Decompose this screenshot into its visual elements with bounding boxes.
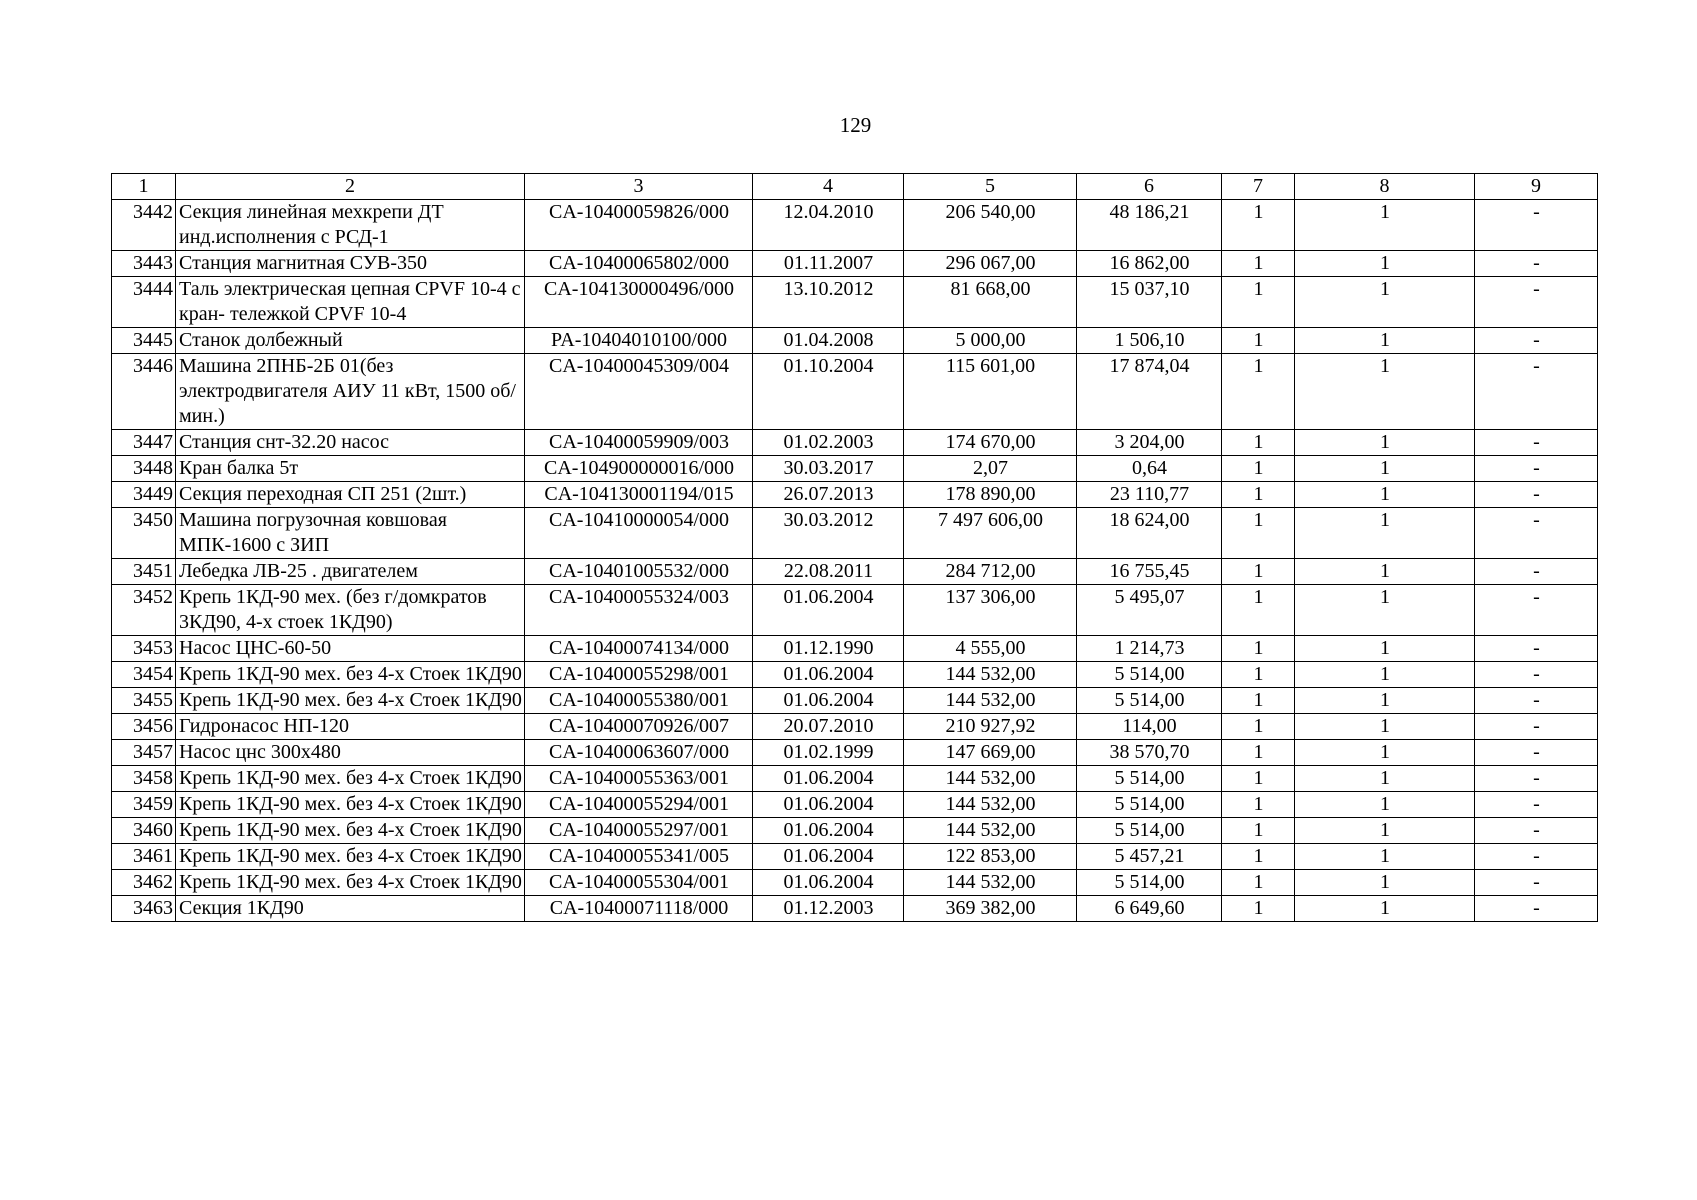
residual-cost-cell: 1 214,73: [1077, 636, 1222, 662]
quantity-cell: 1: [1222, 714, 1295, 740]
initial-cost-cell: 296 067,00: [904, 251, 1077, 277]
quantity-cell: 1: [1222, 277, 1295, 328]
residual-cost-cell: 16 755,45: [1077, 559, 1222, 585]
residual-cost-cell: 23 110,77: [1077, 482, 1222, 508]
count-cell: 1: [1295, 585, 1475, 636]
header-row: [112, 174, 1598, 200]
table-row: [112, 559, 1598, 585]
inventory-code-cell: CA-10400071118/000: [525, 896, 753, 922]
residual-cost-cell: 5 495,07: [1077, 585, 1222, 636]
count-cell: 1: [1295, 508, 1475, 559]
count-cell: 1: [1295, 559, 1475, 585]
inventory-code-cell: CA-10400055304/001: [525, 870, 753, 896]
count-cell: 1: [1295, 844, 1475, 870]
count-cell: 1: [1295, 354, 1475, 430]
quantity-cell: 1: [1222, 585, 1295, 636]
quantity-cell: 1: [1222, 818, 1295, 844]
quantity-cell: 1: [1222, 766, 1295, 792]
count-cell: 1: [1295, 328, 1475, 354]
initial-cost-cell: 178 890,00: [904, 482, 1077, 508]
date-cell: 22.08.2011: [753, 559, 904, 585]
item-name-cell: Крепь 1КД-90 мех. без 4-х Стоек 1КД90: [176, 688, 525, 714]
note-cell: -: [1475, 870, 1598, 896]
quantity-cell: 1: [1222, 482, 1295, 508]
note-cell: -: [1475, 251, 1598, 277]
inventory-code-cell: CA-10400045309/004: [525, 354, 753, 430]
note-cell: -: [1475, 688, 1598, 714]
residual-cost-cell: 1 506,10: [1077, 328, 1222, 354]
quantity-cell: 1: [1222, 792, 1295, 818]
item-name-cell: Крепь 1КД-90 мех. без 4-х Стоек 1КД90: [176, 766, 525, 792]
table-row: [112, 636, 1598, 662]
note-cell: -: [1475, 430, 1598, 456]
initial-cost-cell: 2,07: [904, 456, 1077, 482]
item-name-cell: Крепь 1КД-90 мех. без 4-х Стоек 1КД90: [176, 662, 525, 688]
row-number-cell: 3451: [112, 559, 176, 585]
row-number-cell: 3456: [112, 714, 176, 740]
table-row: [112, 508, 1598, 559]
inventory-code-cell: CA-10400059826/000: [525, 200, 753, 251]
count-cell: 1: [1295, 870, 1475, 896]
residual-cost-cell: 5 514,00: [1077, 818, 1222, 844]
date-cell: 01.04.2008: [753, 328, 904, 354]
initial-cost-cell: 147 669,00: [904, 740, 1077, 766]
table-row: [112, 896, 1598, 922]
date-cell: 01.06.2004: [753, 585, 904, 636]
row-number-cell: 3460: [112, 818, 176, 844]
count-cell: 1: [1295, 766, 1475, 792]
table-row: [112, 251, 1598, 277]
item-name-cell: Крепь 1КД-90 мех. без 4-х Стоек 1КД90: [176, 870, 525, 896]
date-cell: 01.06.2004: [753, 766, 904, 792]
quantity-cell: 1: [1222, 688, 1295, 714]
column-header: 8: [1295, 174, 1475, 200]
row-number-cell: 3452: [112, 585, 176, 636]
inventory-code-cell: CA-10400063607/000: [525, 740, 753, 766]
note-cell: -: [1475, 482, 1598, 508]
table-row: [112, 714, 1598, 740]
initial-cost-cell: 284 712,00: [904, 559, 1077, 585]
count-cell: 1: [1295, 277, 1475, 328]
row-number-cell: 3449: [112, 482, 176, 508]
residual-cost-cell: 114,00: [1077, 714, 1222, 740]
row-number-cell: 3457: [112, 740, 176, 766]
inventory-code-cell: CA-10401005532/000: [525, 559, 753, 585]
note-cell: -: [1475, 636, 1598, 662]
quantity-cell: 1: [1222, 456, 1295, 482]
row-number-cell: 3446: [112, 354, 176, 430]
initial-cost-cell: 144 532,00: [904, 818, 1077, 844]
residual-cost-cell: 3 204,00: [1077, 430, 1222, 456]
column-header: 1: [112, 174, 176, 200]
item-name-cell: Секция линейная мехкрепи ДТ инд.исполнения с РСД-1: [176, 200, 525, 251]
item-name-cell: Насос ЦНС-60-50: [176, 636, 525, 662]
table-row: [112, 740, 1598, 766]
quantity-cell: 1: [1222, 328, 1295, 354]
initial-cost-cell: 144 532,00: [904, 766, 1077, 792]
note-cell: -: [1475, 714, 1598, 740]
table-row: [112, 818, 1598, 844]
date-cell: 01.06.2004: [753, 688, 904, 714]
inventory-code-cell: CA-10400055324/003: [525, 585, 753, 636]
inventory-code-cell: CA-10400055294/001: [525, 792, 753, 818]
row-number-cell: 3463: [112, 896, 176, 922]
count-cell: 1: [1295, 456, 1475, 482]
table-row: [112, 662, 1598, 688]
row-number-cell: 3462: [112, 870, 176, 896]
inventory-code-cell: CA-104900000016/000: [525, 456, 753, 482]
item-name-cell: Секция переходная СП 251 (2шт.): [176, 482, 525, 508]
table-row: [112, 277, 1598, 328]
initial-cost-cell: 369 382,00: [904, 896, 1077, 922]
table-body: [112, 200, 1598, 922]
note-cell: -: [1475, 792, 1598, 818]
date-cell: 01.06.2004: [753, 662, 904, 688]
item-name-cell: Крепь 1КД-90 мех. без 4-х Стоек 1КД90: [176, 818, 525, 844]
residual-cost-cell: 17 874,04: [1077, 354, 1222, 430]
date-cell: 01.06.2004: [753, 870, 904, 896]
note-cell: -: [1475, 508, 1598, 559]
date-cell: 30.03.2017: [753, 456, 904, 482]
quantity-cell: 1: [1222, 662, 1295, 688]
inventory-code-cell: CA-10400055363/001: [525, 766, 753, 792]
date-cell: 13.10.2012: [753, 277, 904, 328]
item-name-cell: Таль электрическая цепная CPVF 10-4 с кран- тележкой CPVF 10-4: [176, 277, 525, 328]
residual-cost-cell: 5 514,00: [1077, 766, 1222, 792]
column-header: 2: [176, 174, 525, 200]
inventory-code-cell: CA-10400070926/007: [525, 714, 753, 740]
item-name-cell: Крепь 1КД-90 мех. (без г/домкратов 3КД90, 4-х стоек 1КД90): [176, 585, 525, 636]
note-cell: -: [1475, 844, 1598, 870]
column-header: 7: [1222, 174, 1295, 200]
row-number-cell: 3459: [112, 792, 176, 818]
quantity-cell: 1: [1222, 354, 1295, 430]
inventory-code-cell: CA-10400055297/001: [525, 818, 753, 844]
table-row: [112, 456, 1598, 482]
residual-cost-cell: 48 186,21: [1077, 200, 1222, 251]
page-number: 129: [839, 113, 872, 137]
inventory-code-cell: CA-10400055380/001: [525, 688, 753, 714]
inventory-code-cell: CA-10400065802/000: [525, 251, 753, 277]
residual-cost-cell: 0,64: [1077, 456, 1222, 482]
date-cell: 26.07.2013: [753, 482, 904, 508]
row-number-cell: 3450: [112, 508, 176, 559]
row-number-cell: 3444: [112, 277, 176, 328]
count-cell: 1: [1295, 200, 1475, 251]
residual-cost-cell: 18 624,00: [1077, 508, 1222, 559]
table-row: [112, 200, 1598, 251]
date-cell: 01.06.2004: [753, 844, 904, 870]
inventory-code-cell: PA-10404010100/000: [525, 328, 753, 354]
note-cell: -: [1475, 896, 1598, 922]
table-row: [112, 766, 1598, 792]
row-number-cell: 3448: [112, 456, 176, 482]
inventory-code-cell: CA-10400055298/001: [525, 662, 753, 688]
initial-cost-cell: 206 540,00: [904, 200, 1077, 251]
quantity-cell: 1: [1222, 896, 1295, 922]
table-row: [112, 430, 1598, 456]
row-number-cell: 3453: [112, 636, 176, 662]
count-cell: 1: [1295, 688, 1475, 714]
inventory-table: [111, 173, 1598, 922]
table-header: [112, 174, 1598, 200]
row-number-cell: 3442: [112, 200, 176, 251]
row-number-cell: 3443: [112, 251, 176, 277]
item-name-cell: Машина 2ПНБ-2Б 01(без электродвигателя АИУ 11 кВт, 1500 об/мин.): [176, 354, 525, 430]
residual-cost-cell: 15 037,10: [1077, 277, 1222, 328]
table-row: [112, 328, 1598, 354]
row-number-cell: 3447: [112, 430, 176, 456]
count-cell: 1: [1295, 792, 1475, 818]
initial-cost-cell: 4 555,00: [904, 636, 1077, 662]
initial-cost-cell: 81 668,00: [904, 277, 1077, 328]
initial-cost-cell: 144 532,00: [904, 792, 1077, 818]
residual-cost-cell: 6 649,60: [1077, 896, 1222, 922]
count-cell: 1: [1295, 740, 1475, 766]
count-cell: 1: [1295, 482, 1475, 508]
row-number-cell: 3445: [112, 328, 176, 354]
column-header: 6: [1077, 174, 1222, 200]
residual-cost-cell: 5 514,00: [1077, 870, 1222, 896]
initial-cost-cell: 122 853,00: [904, 844, 1077, 870]
inventory-code-cell: CA-104130001194/015: [525, 482, 753, 508]
item-name-cell: Насос цнс 300х480: [176, 740, 525, 766]
note-cell: -: [1475, 740, 1598, 766]
table-row: [112, 870, 1598, 896]
inventory-code-cell: CA-104130000496/000: [525, 277, 753, 328]
note-cell: -: [1475, 200, 1598, 251]
item-name-cell: Машина погрузочная ковшовая МПК-1600 с ЗИП: [176, 508, 525, 559]
count-cell: 1: [1295, 430, 1475, 456]
inventory-code-cell: CA-10410000054/000: [525, 508, 753, 559]
note-cell: -: [1475, 585, 1598, 636]
residual-cost-cell: 38 570,70: [1077, 740, 1222, 766]
row-number-cell: 3455: [112, 688, 176, 714]
date-cell: 01.12.2003: [753, 896, 904, 922]
initial-cost-cell: 144 532,00: [904, 870, 1077, 896]
initial-cost-cell: 210 927,92: [904, 714, 1077, 740]
date-cell: 01.02.1999: [753, 740, 904, 766]
count-cell: 1: [1295, 636, 1475, 662]
date-cell: 01.11.2007: [753, 251, 904, 277]
quantity-cell: 1: [1222, 559, 1295, 585]
quantity-cell: 1: [1222, 430, 1295, 456]
initial-cost-cell: 174 670,00: [904, 430, 1077, 456]
quantity-cell: 1: [1222, 740, 1295, 766]
column-header: 5: [904, 174, 1077, 200]
count-cell: 1: [1295, 714, 1475, 740]
item-name-cell: Станок долбежный: [176, 328, 525, 354]
residual-cost-cell: 16 862,00: [1077, 251, 1222, 277]
row-number-cell: 3458: [112, 766, 176, 792]
count-cell: 1: [1295, 896, 1475, 922]
note-cell: -: [1475, 818, 1598, 844]
table-row: [112, 354, 1598, 430]
initial-cost-cell: 144 532,00: [904, 688, 1077, 714]
item-name-cell: Секция 1КД90: [176, 896, 525, 922]
count-cell: 1: [1295, 251, 1475, 277]
row-number-cell: 3461: [112, 844, 176, 870]
item-name-cell: Гидронасос НП-120: [176, 714, 525, 740]
inventory-code-cell: CA-10400059909/003: [525, 430, 753, 456]
inventory-code-cell: CA-10400074134/000: [525, 636, 753, 662]
residual-cost-cell: 5 514,00: [1077, 662, 1222, 688]
quantity-cell: 1: [1222, 636, 1295, 662]
quantity-cell: 1: [1222, 200, 1295, 251]
initial-cost-cell: 7 497 606,00: [904, 508, 1077, 559]
item-name-cell: Крепь 1КД-90 мех. без 4-х Стоек 1КД90: [176, 844, 525, 870]
note-cell: -: [1475, 328, 1598, 354]
residual-cost-cell: 5 514,00: [1077, 792, 1222, 818]
inventory-code-cell: CA-10400055341/005: [525, 844, 753, 870]
date-cell: 01.02.2003: [753, 430, 904, 456]
initial-cost-cell: 5 000,00: [904, 328, 1077, 354]
count-cell: 1: [1295, 818, 1475, 844]
item-name-cell: Крепь 1КД-90 мех. без 4-х Стоек 1КД90: [176, 792, 525, 818]
table-row: [112, 792, 1598, 818]
date-cell: 12.04.2010: [753, 200, 904, 251]
quantity-cell: 1: [1222, 508, 1295, 559]
table-row: [112, 585, 1598, 636]
note-cell: -: [1475, 456, 1598, 482]
column-header: 9: [1475, 174, 1598, 200]
note-cell: -: [1475, 277, 1598, 328]
note-cell: -: [1475, 766, 1598, 792]
date-cell: 01.12.1990: [753, 636, 904, 662]
initial-cost-cell: 144 532,00: [904, 662, 1077, 688]
residual-cost-cell: 5 457,21: [1077, 844, 1222, 870]
count-cell: 1: [1295, 662, 1475, 688]
item-name-cell: Кран балка 5т: [176, 456, 525, 482]
initial-cost-cell: 115 601,00: [904, 354, 1077, 430]
quantity-cell: 1: [1222, 251, 1295, 277]
note-cell: -: [1475, 354, 1598, 430]
column-header: 3: [525, 174, 753, 200]
initial-cost-cell: 137 306,00: [904, 585, 1077, 636]
date-cell: 01.06.2004: [753, 818, 904, 844]
table-row: [112, 688, 1598, 714]
item-name-cell: Станция магнитная СУВ-350: [176, 251, 525, 277]
quantity-cell: 1: [1222, 844, 1295, 870]
table-row: [112, 482, 1598, 508]
date-cell: 20.07.2010: [753, 714, 904, 740]
quantity-cell: 1: [1222, 870, 1295, 896]
column-header: 4: [753, 174, 904, 200]
row-number-cell: 3454: [112, 662, 176, 688]
note-cell: -: [1475, 662, 1598, 688]
date-cell: 01.06.2004: [753, 792, 904, 818]
date-cell: 01.10.2004: [753, 354, 904, 430]
residual-cost-cell: 5 514,00: [1077, 688, 1222, 714]
item-name-cell: Станция снт-32.20 насос: [176, 430, 525, 456]
table-row: [112, 844, 1598, 870]
note-cell: -: [1475, 559, 1598, 585]
item-name-cell: Лебедка ЛВ-25 . двигателем: [176, 559, 525, 585]
date-cell: 30.03.2012: [753, 508, 904, 559]
